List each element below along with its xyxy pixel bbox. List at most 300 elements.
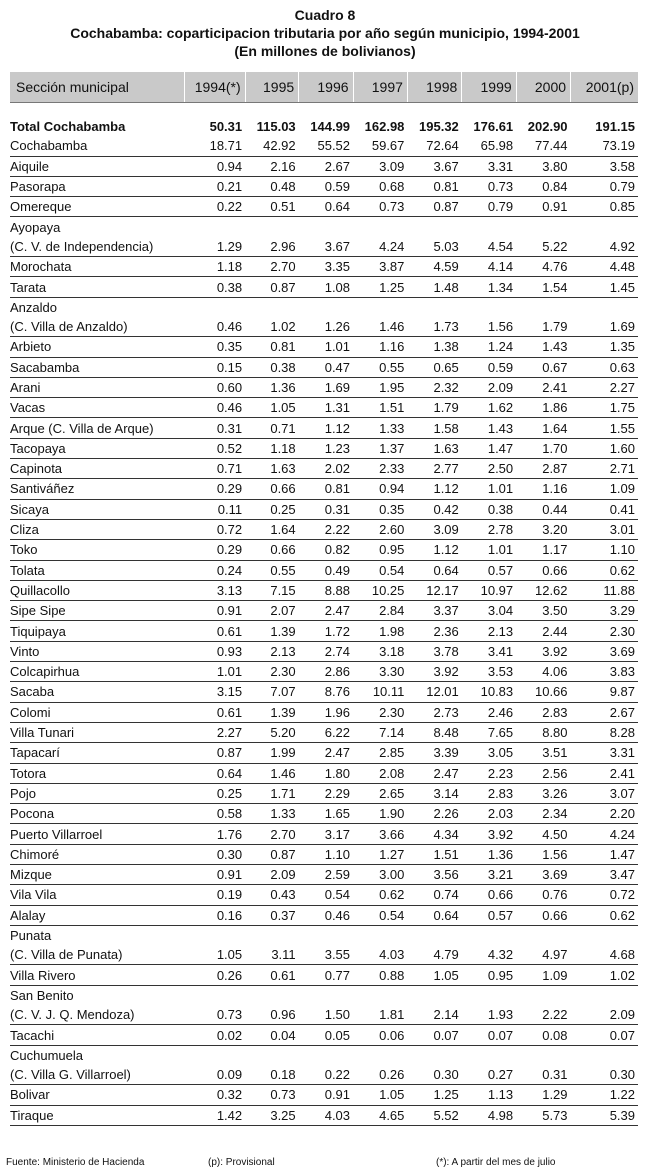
value-cell: 3.41	[462, 641, 516, 661]
value-cell: 0.64	[407, 905, 461, 925]
value-cell: 1.48	[407, 277, 461, 297]
value-cell: 2.59	[299, 864, 353, 884]
value-cell: 1.56	[516, 844, 570, 864]
value-cell: 3.87	[353, 257, 407, 277]
value-cell: 1.73	[407, 317, 461, 337]
value-cell: 0.35	[353, 499, 407, 519]
value-cell: 1.22	[571, 1085, 638, 1105]
value-cell: 2.30	[571, 621, 638, 641]
value-cell: 59.67	[353, 136, 407, 156]
value-cell: 2.96	[245, 237, 299, 257]
value-cell: 1.64	[516, 418, 570, 438]
value-cell: 0.08	[516, 1025, 570, 1045]
value-cell: 3.26	[516, 783, 570, 803]
value-cell: 0.57	[462, 560, 516, 580]
value-cell: 1.27	[353, 844, 407, 864]
value-cell: 1.99	[245, 743, 299, 763]
value-cell: 2.22	[299, 519, 353, 539]
value-cell: 1.65	[299, 804, 353, 824]
value-cell: 4.32	[462, 945, 516, 965]
value-cell: 0.07	[462, 1025, 516, 1045]
table-row	[10, 905, 638, 925]
value-cell: 1.69	[571, 317, 638, 337]
value-cell: 0.93	[184, 641, 245, 661]
value-cell: 2.30	[245, 662, 299, 682]
municipio-name: Colomi	[10, 702, 184, 722]
value-cell: 0.66	[245, 540, 299, 560]
value-cell	[571, 985, 638, 1005]
value-cell: 10.97	[462, 580, 516, 600]
value-cell: 2.36	[407, 621, 461, 641]
value-cell: 2.13	[245, 641, 299, 661]
value-cell: 0.73	[184, 1005, 245, 1025]
value-cell: 1.75	[571, 398, 638, 418]
value-cell: 0.54	[353, 560, 407, 580]
value-cell: 0.87	[407, 197, 461, 217]
municipio-name: Pojo	[10, 783, 184, 803]
value-cell: 0.84	[516, 176, 570, 196]
value-cell: 0.82	[299, 540, 353, 560]
value-cell: 1.12	[407, 540, 461, 560]
value-cell	[245, 217, 299, 237]
value-cell: 3.37	[407, 601, 461, 621]
value-cell: 0.30	[184, 844, 245, 864]
value-cell: 3.80	[516, 156, 570, 176]
value-cell: 1.01	[462, 540, 516, 560]
value-cell: 0.60	[184, 377, 245, 397]
table-row	[10, 519, 638, 539]
value-cell: 0.61	[245, 965, 299, 985]
value-cell: 0.94	[353, 479, 407, 499]
value-cell: 1.18	[184, 257, 245, 277]
value-cell: 7.14	[353, 722, 407, 742]
table-row	[10, 1045, 638, 1065]
value-cell: 2.56	[516, 763, 570, 783]
value-cell: 1.90	[353, 804, 407, 824]
value-cell: 1.39	[245, 702, 299, 722]
value-cell	[462, 925, 516, 945]
value-cell	[184, 1045, 245, 1065]
value-cell	[571, 925, 638, 945]
value-cell: 0.59	[462, 357, 516, 377]
value-cell: 2.13	[462, 621, 516, 641]
value-cell: 0.66	[245, 479, 299, 499]
value-cell: 2.70	[245, 257, 299, 277]
value-cell: 3.14	[407, 783, 461, 803]
table-row	[10, 459, 638, 479]
table-row	[10, 317, 638, 337]
municipio-name: Aiquile	[10, 156, 184, 176]
value-cell: 191.15	[595, 119, 635, 135]
value-cell: 0.26	[353, 1065, 407, 1085]
value-cell: 1.29	[184, 237, 245, 257]
value-cell: 1.45	[571, 277, 638, 297]
value-cell: 11.88	[571, 580, 638, 600]
value-cell: 1.10	[571, 540, 638, 560]
value-cell: 2.77	[407, 459, 461, 479]
value-cell: 4.24	[353, 237, 407, 257]
municipio-name: Colcapirhua	[10, 662, 184, 682]
value-cell: 0.19	[184, 885, 245, 905]
value-cell: 4.76	[516, 257, 570, 277]
value-cell: 0.76	[516, 885, 570, 905]
header-1995: 1995	[245, 72, 299, 103]
value-cell: 5.52	[407, 1105, 461, 1125]
value-cell: 3.30	[353, 662, 407, 682]
value-cell: 2.71	[571, 459, 638, 479]
value-cell: 1.63	[407, 438, 461, 458]
value-cell: 2.07	[245, 601, 299, 621]
value-cell	[184, 297, 245, 317]
value-cell: 1.02	[245, 317, 299, 337]
value-cell: 3.66	[353, 824, 407, 844]
table-row	[10, 722, 638, 742]
value-cell: 195.32	[419, 119, 459, 135]
value-cell: 4.06	[516, 662, 570, 682]
value-cell: 2.41	[516, 377, 570, 397]
value-cell: 162.98	[364, 119, 405, 135]
value-cell: 1.62	[462, 398, 516, 418]
value-cell: 0.22	[184, 197, 245, 217]
table-row	[10, 1105, 638, 1125]
table-row	[10, 1085, 638, 1105]
value-cell: 0.07	[407, 1025, 461, 1045]
value-cell: 1.69	[299, 377, 353, 397]
table-row	[10, 418, 638, 438]
value-cell: 1.43	[516, 337, 570, 357]
table-row	[10, 197, 638, 217]
value-cell: 7.15	[245, 580, 299, 600]
value-cell: 0.64	[299, 197, 353, 217]
value-cell: 0.62	[571, 560, 638, 580]
header-spacer	[10, 103, 638, 118]
table-row	[10, 763, 638, 783]
value-cell: 50.31	[209, 119, 243, 135]
value-cell: 0.85	[571, 197, 638, 217]
value-cell: 0.09	[184, 1065, 245, 1085]
value-cell: 0.91	[184, 601, 245, 621]
value-cell: 1.05	[407, 965, 461, 985]
municipio-name: Mizque	[10, 864, 184, 884]
value-cell: 1.01	[462, 479, 516, 499]
value-cell	[245, 985, 299, 1005]
table-row	[10, 985, 638, 1005]
table-row	[10, 945, 638, 965]
value-cell: 3.21	[462, 864, 516, 884]
value-cell: 0.27	[462, 1065, 516, 1085]
header-2000: 2000	[516, 72, 570, 103]
value-cell: 7.65	[462, 722, 516, 742]
value-cell: 3.31	[571, 743, 638, 763]
table-row	[10, 540, 638, 560]
municipio-name: Alalay	[10, 905, 184, 925]
value-cell: 1.96	[299, 702, 353, 722]
value-cell: 4.68	[571, 945, 638, 965]
value-cell: 3.67	[407, 156, 461, 176]
value-cell: 1.01	[184, 662, 245, 682]
value-cell: 3.69	[516, 864, 570, 884]
value-cell: 0.46	[184, 398, 245, 418]
table-row	[10, 1005, 638, 1025]
value-cell: 1.39	[245, 621, 299, 641]
value-cell: 0.67	[516, 357, 570, 377]
value-cell: 4.98	[462, 1105, 516, 1125]
table-row	[10, 662, 638, 682]
table-row	[10, 479, 638, 499]
value-cell: 1.24	[462, 337, 516, 357]
value-cell: 0.61	[184, 702, 245, 722]
value-cell	[462, 217, 516, 237]
value-cell: 1.12	[407, 479, 461, 499]
value-cell: 0.48	[245, 176, 299, 196]
value-cell: 1.13	[462, 1085, 516, 1105]
value-cell: 18.71	[184, 136, 245, 156]
value-cell: 0.81	[299, 479, 353, 499]
value-cell: 5.03	[407, 237, 461, 257]
value-cell: 3.39	[407, 743, 461, 763]
value-cell: 1.47	[462, 438, 516, 458]
value-cell: 12.17	[407, 580, 461, 600]
value-cell: 1.09	[571, 479, 638, 499]
value-cell	[407, 1045, 461, 1065]
value-cell: 0.05	[299, 1025, 353, 1045]
value-cell: 1.95	[353, 377, 407, 397]
municipio-name: Villa Tunari	[10, 722, 184, 742]
value-cell: 1.93	[462, 1005, 516, 1025]
value-cell	[516, 217, 570, 237]
table-row	[10, 156, 638, 176]
value-cell: 0.57	[462, 905, 516, 925]
value-cell: 55.52	[299, 136, 353, 156]
value-cell: 1.50	[299, 1005, 353, 1025]
value-cell: 2.46	[462, 702, 516, 722]
municipio-name: Santiváñez	[10, 479, 184, 499]
value-cell: 0.25	[184, 783, 245, 803]
value-cell: 2.32	[407, 377, 461, 397]
value-cell	[407, 925, 461, 945]
value-cell: 0.16	[184, 905, 245, 925]
value-cell: 0.46	[299, 905, 353, 925]
value-cell: 7.07	[245, 682, 299, 702]
total-row	[10, 117, 638, 136]
value-cell: 0.32	[184, 1085, 245, 1105]
municipio-name: Tarata	[10, 277, 184, 297]
municipio-name: Morochata	[10, 257, 184, 277]
value-cell: 0.65	[407, 357, 461, 377]
municipio-name: Cuchumuela	[10, 1047, 83, 1063]
value-cell: 0.30	[407, 1065, 461, 1085]
municipio-name: Total Cochabamba	[10, 119, 126, 135]
value-cell: 77.44	[516, 136, 570, 156]
municipio-name: Arque (C. Villa de Arque)	[10, 418, 184, 438]
value-cell: 2.87	[516, 459, 570, 479]
value-cell: 2.29	[299, 783, 353, 803]
value-cell: 0.38	[245, 357, 299, 377]
value-cell: 1.05	[245, 398, 299, 418]
municipio-name: (C. V. J. Q. Mendoza)	[10, 1005, 184, 1025]
header-2001: 2001(p)	[571, 72, 638, 103]
value-cell	[407, 217, 461, 237]
value-cell: 2.22	[516, 1005, 570, 1025]
value-cell: 4.92	[571, 237, 638, 257]
value-cell	[299, 985, 353, 1005]
value-cell: 4.59	[407, 257, 461, 277]
value-cell: 3.13	[184, 580, 245, 600]
value-cell: 1.46	[353, 317, 407, 337]
table-row	[10, 824, 638, 844]
value-cell: 0.21	[184, 176, 245, 196]
value-cell: 6.22	[299, 722, 353, 742]
value-cell: 1.12	[299, 418, 353, 438]
municipio-name: Tiraque	[10, 1105, 184, 1125]
value-cell: 3.67	[299, 237, 353, 257]
municipio-name: Sacabamba	[10, 357, 184, 377]
table-row	[10, 783, 638, 803]
municipio-name: (C. V. de Independencia)	[10, 237, 184, 257]
value-cell: 1.29	[516, 1085, 570, 1105]
value-cell	[245, 925, 299, 945]
value-cell: 2.47	[299, 601, 353, 621]
value-cell: 2.14	[407, 1005, 461, 1025]
value-cell: 3.56	[407, 864, 461, 884]
value-cell: 3.15	[184, 682, 245, 702]
value-cell: 0.15	[184, 357, 245, 377]
value-cell: 3.01	[571, 519, 638, 539]
value-cell: 12.62	[516, 580, 570, 600]
value-cell: 2.33	[353, 459, 407, 479]
municipio-name: (C. Villa G. Villarroel)	[10, 1065, 184, 1085]
municipio-name: (C. Villa de Anzaldo)	[10, 317, 184, 337]
value-cell: 3.83	[571, 662, 638, 682]
value-cell: 3.07	[571, 783, 638, 803]
value-cell: 0.06	[353, 1025, 407, 1045]
municipio-name: Chimoré	[10, 844, 184, 864]
table-row	[10, 438, 638, 458]
value-cell: 2.85	[353, 743, 407, 763]
table-row	[10, 580, 638, 600]
value-cell: 0.31	[299, 499, 353, 519]
value-cell: 0.77	[299, 965, 353, 985]
value-cell: 0.79	[571, 176, 638, 196]
value-cell	[299, 1045, 353, 1065]
municipio-name: San Benito	[10, 987, 74, 1003]
value-cell: 1.86	[516, 398, 570, 418]
footer-source: Fuente: Ministerio de Hacienda	[6, 1157, 145, 1168]
value-cell: 0.26	[184, 965, 245, 985]
value-cell: 0.49	[299, 560, 353, 580]
value-cell: 0.41	[571, 499, 638, 519]
table-row	[10, 136, 638, 156]
table-row	[10, 621, 638, 641]
value-cell: 65.98	[462, 136, 516, 156]
value-cell: 3.20	[516, 519, 570, 539]
value-cell: 3.25	[245, 1105, 299, 1125]
municipio-name: Pasorapa	[10, 176, 184, 196]
value-cell	[571, 217, 638, 237]
value-cell: 176.61	[473, 119, 514, 135]
municipio-name: Vinto	[10, 641, 184, 661]
value-cell	[184, 985, 245, 1005]
value-cell: 3.31	[462, 156, 516, 176]
value-cell	[299, 297, 353, 317]
value-cell: 1.79	[516, 317, 570, 337]
value-cell: 3.55	[299, 945, 353, 965]
value-cell: 2.20	[571, 804, 638, 824]
value-cell: 1.16	[353, 337, 407, 357]
value-cell: 0.66	[516, 905, 570, 925]
value-cell: 5.73	[516, 1105, 570, 1125]
value-cell: 0.07	[571, 1025, 638, 1045]
value-cell: 1.36	[462, 844, 516, 864]
value-cell: 0.51	[245, 197, 299, 217]
value-cell: 1.05	[353, 1085, 407, 1105]
value-cell: 0.43	[245, 885, 299, 905]
value-cell: 3.69	[571, 641, 638, 661]
value-cell: 0.81	[245, 337, 299, 357]
value-cell: 3.09	[407, 519, 461, 539]
value-cell: 3.18	[353, 641, 407, 661]
value-cell: 8.76	[299, 682, 353, 702]
value-cell: 2.09	[571, 1005, 638, 1025]
value-cell: 0.72	[571, 885, 638, 905]
value-cell: 3.92	[462, 824, 516, 844]
value-cell: 2.67	[299, 156, 353, 176]
value-cell: 0.91	[516, 197, 570, 217]
value-cell: 0.72	[184, 519, 245, 539]
value-cell: 3.00	[353, 864, 407, 884]
value-cell: 0.73	[462, 176, 516, 196]
table-body	[10, 117, 638, 1125]
value-cell: 1.08	[299, 277, 353, 297]
table-row	[10, 1065, 638, 1085]
value-cell	[407, 985, 461, 1005]
table-title: Cochabamba: coparticipacion tributaria por año según municipio, 1994-2001	[70, 25, 580, 41]
municipio-name: Sacaba	[10, 682, 184, 702]
value-cell: 0.46	[184, 317, 245, 337]
coparticipacion-table	[10, 72, 638, 1126]
value-cell: 0.96	[245, 1005, 299, 1025]
value-cell: 0.91	[184, 864, 245, 884]
value-cell: 2.27	[571, 377, 638, 397]
value-cell: 1.35	[571, 337, 638, 357]
value-cell: 0.59	[299, 176, 353, 196]
value-cell: 10.11	[353, 682, 407, 702]
value-cell: 2.78	[462, 519, 516, 539]
value-cell	[184, 217, 245, 237]
value-cell: 4.03	[299, 1105, 353, 1125]
value-cell: 0.88	[353, 965, 407, 985]
table-row	[10, 560, 638, 580]
value-cell: 4.65	[353, 1105, 407, 1125]
value-cell: 5.22	[516, 237, 570, 257]
table-row	[10, 499, 638, 519]
value-cell: 1.79	[407, 398, 461, 418]
value-cell: 0.58	[184, 804, 245, 824]
value-cell: 1.18	[245, 438, 299, 458]
value-cell: 4.48	[571, 257, 638, 277]
value-cell: 1.02	[571, 965, 638, 985]
value-cell: 0.38	[184, 277, 245, 297]
value-cell: 1.47	[571, 844, 638, 864]
municipio-name: Sipe Sipe	[10, 601, 184, 621]
value-cell: 0.47	[299, 357, 353, 377]
value-cell: 2.09	[245, 864, 299, 884]
value-cell: 202.90	[527, 119, 568, 135]
header-1998: 1998	[407, 72, 461, 103]
table-row	[10, 176, 638, 196]
value-cell: 8.80	[516, 722, 570, 742]
table-row	[10, 237, 638, 257]
